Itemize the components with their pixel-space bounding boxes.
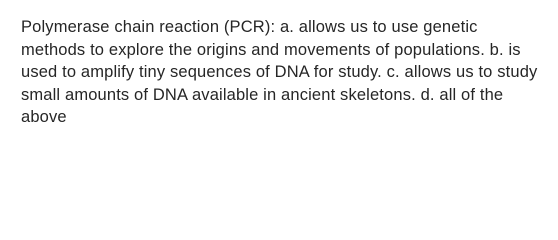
question-text: Polymerase chain reaction (PCR): a. allows us to use genetic methods to explore the origins and movements of populations. b. is used to amplify tiny sequences of DNA for study. c. allows us to study small amounts of DNA available in ancient skeletons. d. all of the above	[21, 18, 538, 126]
